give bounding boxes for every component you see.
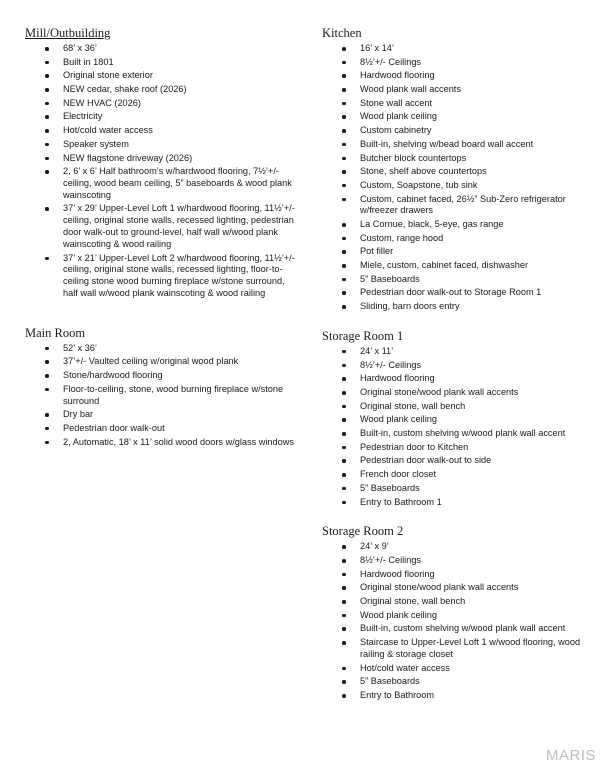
list-item: Hardwood flooring bbox=[360, 70, 594, 82]
list-main-room bbox=[25, 343, 295, 449]
list-item: Pot filler bbox=[360, 246, 594, 258]
list-item: La Cornue, black, 5-eye, gas range bbox=[360, 219, 594, 231]
list-item: 2, Automatic, 18’ x 11’ solid wood doors w/glass windows bbox=[63, 436, 294, 447]
list-item: Original stone, wall bench bbox=[360, 596, 594, 608]
list-item: Hot/cold water access bbox=[63, 125, 295, 137]
list-item: Stone wall accent bbox=[360, 98, 594, 110]
section-title-kitchen: Kitchen bbox=[322, 26, 362, 40]
list-item: Custom cabinetry bbox=[360, 125, 594, 137]
list-item: Wood plank wall accents bbox=[360, 84, 594, 96]
list-item: 5” Baseboards bbox=[360, 676, 594, 688]
list-item: 8½’+/- Ceilings bbox=[360, 57, 594, 69]
list-mill-outbuilding bbox=[25, 43, 295, 300]
list-item: Pedestrian door to Kitchen bbox=[360, 442, 594, 454]
list-item: Wood plank ceiling bbox=[360, 111, 594, 123]
maris-watermark-logo: MARIS bbox=[545, 747, 596, 764]
list-item: 5” Baseboards bbox=[360, 274, 594, 286]
list-item: Speaker system bbox=[63, 139, 295, 151]
section-main-room bbox=[25, 326, 295, 449]
list-item: Butcher block countertops bbox=[360, 153, 594, 165]
list-item: Custom, cabinet faced, 26½” Sub-Zero refrigerator w/freezer drawers bbox=[360, 194, 594, 218]
list-item: Built in 1801 bbox=[63, 57, 295, 69]
list-item: Entry to Bathroom 1 bbox=[360, 497, 594, 509]
left-column bbox=[25, 26, 295, 464]
list-item: 2, 6’ x 6’ Half bathroom’s w/hardwood flooring, 7½’+/- ceiling, wood beam ceiling, 5” baseboards & wood plank wainscoting bbox=[63, 166, 295, 201]
list-item: Miele, custom, cabinet faced, dishwasher bbox=[360, 260, 594, 272]
list-item: 37’ x 29’ Upper-Level Loft 1 w/hardwood flooring, 11½’+/- ceiling, original stone walls, recessed lighting, pedestrian door walk-out to ground-level, half wall w/wood plank wainscoting & wood railing bbox=[63, 203, 295, 249]
list-item: Electricity bbox=[63, 111, 295, 123]
section-title-storage-room-1: Storage Room 1 bbox=[322, 328, 404, 343]
list-item: Entry to Bathroom bbox=[360, 690, 594, 702]
list-item: 37’ x 21’ Upper-Level Loft 2 w/hardwood flooring, 11½’+/- ceiling, original stone walls, recessed lighting, floor-to-ceiling stone wood burning fireplace w/stone surround, half wall w/wood plank wainscoting & wood railing bbox=[63, 252, 295, 298]
list-item: Pedestrian door walk-out to Storage Room 1 bbox=[360, 287, 594, 299]
list-item: 24’ x 11’ bbox=[360, 346, 594, 358]
list-item: Custom, range hood bbox=[360, 233, 594, 245]
list-item: French door closet bbox=[360, 469, 594, 481]
list-item: 68’ x 36’ bbox=[63, 43, 295, 55]
list-item: Built-in, custom shelving w/wood plank wall accent bbox=[360, 623, 594, 635]
list-item: 5” Baseboards bbox=[360, 483, 594, 495]
section-storage-room-1 bbox=[322, 329, 594, 508]
list-storage-room-1 bbox=[322, 346, 594, 508]
list-item: Custom, Soapstone, tub sink bbox=[360, 180, 594, 192]
list-item: Floor-to-ceiling, stone, wood burning fireplace w/stone surround bbox=[63, 384, 295, 408]
list-item: Built-in, custom shelving w/wood plank wall accent bbox=[360, 428, 594, 440]
list-item: 37’+/- Vaulted ceiling w/original wood plank bbox=[63, 356, 295, 368]
list-item: NEW flagstone driveway (2026) bbox=[63, 153, 295, 165]
list-item: Original stone/wood plank wall accents bbox=[360, 387, 594, 399]
section-mill-outbuilding bbox=[25, 26, 295, 300]
list-item: Original stone exterior bbox=[63, 70, 295, 82]
list-item: NEW HVAC (2026) bbox=[63, 98, 295, 110]
list-item: Stone, shelf above countertops bbox=[360, 166, 594, 178]
list-storage-room-2 bbox=[322, 541, 594, 701]
list-item: Dry bar bbox=[63, 409, 295, 421]
list-item: Wood plank ceiling bbox=[360, 414, 594, 426]
list-item: 52’ x 36’ bbox=[63, 343, 295, 355]
list-item: Hardwood flooring bbox=[360, 569, 594, 581]
list-item: Built-in, shelving w/bead board wall accent bbox=[360, 139, 594, 151]
section-title-mill-outbuilding: Mill/Outbuilding bbox=[25, 26, 111, 40]
list-item: 16’ x 14’ bbox=[360, 43, 594, 55]
list-item: Staircase to Upper-Level Loft 1 w/wood flooring, wood railing & storage closet bbox=[360, 637, 594, 661]
list-item: 8½’+/- Ceilings bbox=[360, 360, 594, 372]
section-kitchen bbox=[322, 26, 594, 313]
list-item: 24’ x 9’ bbox=[360, 541, 594, 553]
list-item: Wood plank ceiling bbox=[360, 610, 594, 622]
list-item: Original stone, wall bench bbox=[360, 401, 594, 413]
section-storage-room-2 bbox=[322, 524, 594, 701]
list-item: Hardwood flooring bbox=[360, 373, 594, 385]
right-column bbox=[322, 26, 594, 718]
list-item: Pedestrian door walk-out bbox=[63, 423, 295, 435]
section-title-storage-room-2: Storage Room 2 bbox=[322, 524, 404, 539]
list-item: NEW cedar, shake roof (2026) bbox=[63, 84, 295, 96]
list-item: Hot/cold water access bbox=[360, 663, 594, 675]
list-kitchen bbox=[322, 43, 594, 313]
list-item: 8½’+/- Ceilings bbox=[360, 555, 594, 567]
list-item: Pedestrian door walk-out to side bbox=[360, 455, 594, 467]
list-item: Stone/hardwood flooring bbox=[63, 370, 295, 382]
list-item: Sliding, barn doors entry bbox=[360, 301, 594, 313]
section-title-main-room: Main Room bbox=[25, 325, 86, 340]
list-item: Original stone/wood plank wall accents bbox=[360, 582, 594, 594]
